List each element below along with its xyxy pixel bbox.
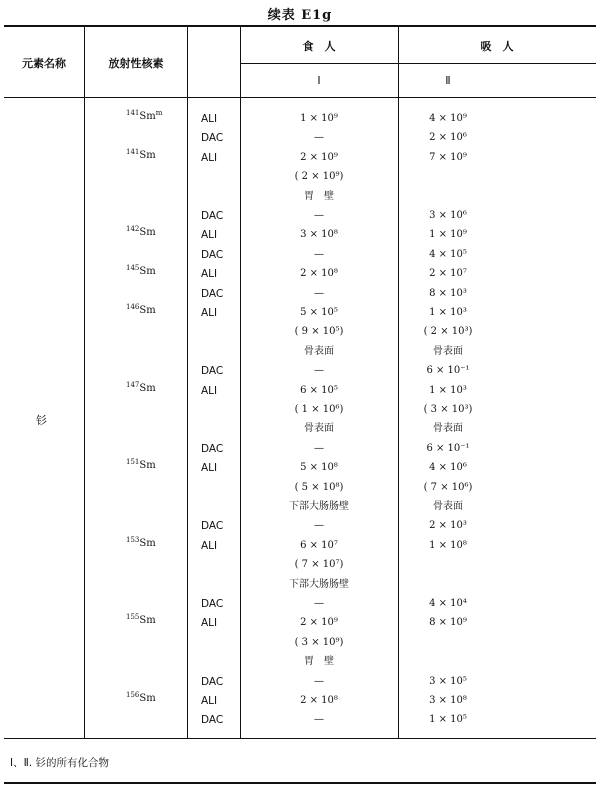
limit-type: DAC bbox=[201, 443, 224, 455]
inhalation-value: 3 × 10⁶ bbox=[429, 210, 467, 221]
ingestion-value: 1 × 10⁹ bbox=[300, 113, 338, 124]
header-inhalation-class: Ⅱ bbox=[445, 74, 451, 87]
ingestion-value: 6 × 10⁵ bbox=[300, 385, 338, 396]
inhalation-value: 6 × 10⁻¹ bbox=[426, 443, 470, 454]
ingestion-value: ( 3 × 10⁹) bbox=[294, 637, 344, 648]
mass-number: 141 bbox=[126, 109, 140, 117]
inhalation-value: 骨表面 bbox=[433, 423, 463, 434]
ingestion-value: — bbox=[314, 520, 324, 531]
mass-number: 146 bbox=[126, 303, 140, 311]
ingestion-value: 6 × 10⁷ bbox=[300, 540, 338, 551]
header-ingestion: 食 人 bbox=[302, 40, 336, 53]
nuclide-cell bbox=[126, 264, 156, 277]
col-divider-1 bbox=[84, 27, 85, 738]
nuclide-symbol: Sm bbox=[139, 150, 156, 161]
mass-number: 155 bbox=[126, 613, 140, 621]
inhalation-value: 1 × 10³ bbox=[429, 307, 467, 318]
mass-number: 153 bbox=[126, 536, 140, 544]
nuclide-cell bbox=[126, 225, 156, 238]
nuclide-cell bbox=[126, 458, 156, 471]
nuclide-symbol: Sm bbox=[139, 615, 156, 626]
inhalation-value: 4 × 10⁶ bbox=[429, 462, 467, 473]
limit-type: DAC bbox=[201, 249, 224, 261]
nuclide-symbol: Sm bbox=[139, 693, 156, 704]
ingestion-value: 胃 壁 bbox=[304, 656, 334, 667]
limit-type: ALI bbox=[201, 540, 218, 552]
inhalation-value: 4 × 10⁹ bbox=[429, 113, 467, 124]
limit-type: ALI bbox=[201, 229, 218, 241]
bottom-rule bbox=[4, 782, 596, 784]
ingestion-value: — bbox=[314, 676, 324, 687]
limit-type: ALI bbox=[201, 617, 218, 629]
nuclide-symbol: Sm bbox=[139, 266, 156, 277]
inhalation-value: ( 3 × 10³) bbox=[423, 404, 473, 415]
nuclide-cell bbox=[126, 109, 163, 122]
inhalation-value: 2 × 10⁷ bbox=[429, 268, 467, 279]
ingestion-value: 胃 壁 bbox=[304, 191, 334, 202]
limit-type: DAC bbox=[201, 132, 224, 144]
ingestion-value: — bbox=[314, 714, 324, 725]
limit-type: ALI bbox=[201, 462, 218, 474]
limit-type: ALI bbox=[201, 307, 218, 319]
nuclide-symbol: Sm bbox=[139, 538, 156, 549]
ingestion-value: 2 × 10⁸ bbox=[300, 695, 338, 706]
top-rule bbox=[4, 25, 596, 27]
nuclide-symbol: Sm bbox=[139, 227, 156, 238]
header-inhalation: 吸 人 bbox=[480, 40, 514, 53]
mass-number: 147 bbox=[126, 381, 140, 389]
header-nuclide: 放射性核素 bbox=[108, 57, 164, 70]
ingestion-value: ( 1 × 10⁶) bbox=[294, 404, 344, 415]
inhalation-value: 6 × 10⁻¹ bbox=[426, 365, 470, 376]
ingestion-value: ( 7 × 10⁷) bbox=[294, 559, 344, 570]
limit-type: ALI bbox=[201, 113, 218, 125]
ingestion-value: — bbox=[314, 132, 324, 143]
header-ingestion-class: Ⅰ bbox=[317, 74, 321, 87]
inhalation-value: 4 × 10⁴ bbox=[429, 598, 467, 609]
ingestion-value: 3 × 10⁸ bbox=[300, 229, 338, 240]
limit-type: DAC bbox=[201, 598, 224, 610]
ingestion-value: 下部大肠肠壁 bbox=[289, 579, 349, 590]
limit-type: DAC bbox=[201, 365, 224, 377]
limit-type: ALI bbox=[201, 385, 218, 397]
ingestion-value: ( 5 × 10⁸) bbox=[294, 482, 344, 493]
mass-number: 156 bbox=[126, 691, 140, 699]
element-name: 钐 bbox=[36, 414, 47, 427]
ingestion-value: 骨表面 bbox=[304, 423, 334, 434]
mass-number: 151 bbox=[126, 458, 140, 466]
nuclide-cell bbox=[126, 613, 156, 626]
limit-type: ALI bbox=[201, 152, 218, 164]
nuclide-cell bbox=[126, 536, 156, 549]
mass-number: 141 bbox=[126, 148, 140, 156]
ingestion-value: 骨表面 bbox=[304, 346, 334, 357]
metastable-mark: m bbox=[155, 109, 163, 117]
subheader-rule bbox=[240, 63, 596, 64]
inhalation-value: 8 × 10⁹ bbox=[429, 617, 467, 628]
limit-type: ALI bbox=[201, 695, 218, 707]
ingestion-value: — bbox=[314, 288, 324, 299]
inhalation-value: 2 × 10³ bbox=[429, 520, 467, 531]
ingestion-value: ( 9 × 10⁵) bbox=[294, 326, 344, 337]
inhalation-value: 2 × 10⁶ bbox=[429, 132, 467, 143]
header-bottom-rule bbox=[4, 97, 596, 98]
nuclide-cell bbox=[126, 691, 156, 704]
inhalation-value: 1 × 10³ bbox=[429, 385, 467, 396]
nuclide-cell bbox=[126, 148, 156, 161]
limit-type: DAC bbox=[201, 520, 224, 532]
nuclide-cell bbox=[126, 303, 156, 316]
mass-number: 145 bbox=[126, 264, 140, 272]
ingestion-value: 5 × 10⁵ bbox=[300, 307, 338, 318]
inhalation-value: ( 7 × 10⁶) bbox=[423, 482, 473, 493]
inhalation-value: 3 × 10⁵ bbox=[429, 676, 467, 687]
col-divider-2 bbox=[187, 27, 188, 738]
limit-type: DAC bbox=[201, 288, 224, 300]
limit-type: ALI bbox=[201, 268, 218, 280]
ingestion-value: — bbox=[314, 598, 324, 609]
ingestion-value: ( 2 × 10⁹) bbox=[294, 171, 344, 182]
inhalation-value: ( 2 × 10³) bbox=[423, 326, 473, 337]
ingestion-value: 2 × 10⁹ bbox=[300, 152, 338, 163]
mass-number: 142 bbox=[126, 225, 140, 233]
ingestion-value: 2 × 10⁸ bbox=[300, 268, 338, 279]
inhalation-value: 1 × 10⁸ bbox=[429, 540, 467, 551]
ingestion-value: 下部大肠肠壁 bbox=[289, 501, 349, 512]
inhalation-value: 1 × 10⁹ bbox=[429, 229, 467, 240]
inhalation-value: 骨表面 bbox=[433, 501, 463, 512]
inhalation-value: 7 × 10⁹ bbox=[429, 152, 467, 163]
ingestion-value: — bbox=[314, 365, 324, 376]
inhalation-value: 3 × 10⁸ bbox=[429, 695, 467, 706]
ingestion-value: — bbox=[314, 249, 324, 260]
header-element: 元素名称 bbox=[22, 57, 66, 70]
inhalation-value: 骨表面 bbox=[433, 346, 463, 357]
limit-type: DAC bbox=[201, 210, 224, 222]
inhalation-value: 8 × 10³ bbox=[429, 288, 467, 299]
nuclide-cell bbox=[126, 381, 156, 394]
ingestion-value: — bbox=[314, 443, 324, 454]
nuclide-symbol: Sm bbox=[139, 111, 156, 122]
body-bottom-rule bbox=[4, 738, 596, 739]
limit-type: DAC bbox=[201, 676, 224, 688]
ingestion-value: — bbox=[314, 210, 324, 221]
limit-type: DAC bbox=[201, 714, 224, 726]
inhalation-value: 1 × 10⁵ bbox=[429, 714, 467, 725]
nuclide-symbol: Sm bbox=[139, 383, 156, 394]
inhalation-value: 4 × 10⁵ bbox=[429, 249, 467, 260]
footnote: Ⅰ、Ⅱ. 钐的所有化合物 bbox=[10, 757, 109, 769]
ingestion-value: 5 × 10⁸ bbox=[300, 462, 338, 473]
nuclide-symbol: Sm bbox=[139, 305, 156, 316]
ingestion-value: 2 × 10⁹ bbox=[300, 617, 338, 628]
nuclide-symbol: Sm bbox=[139, 460, 156, 471]
table-title: 续表 E1g bbox=[267, 8, 333, 23]
